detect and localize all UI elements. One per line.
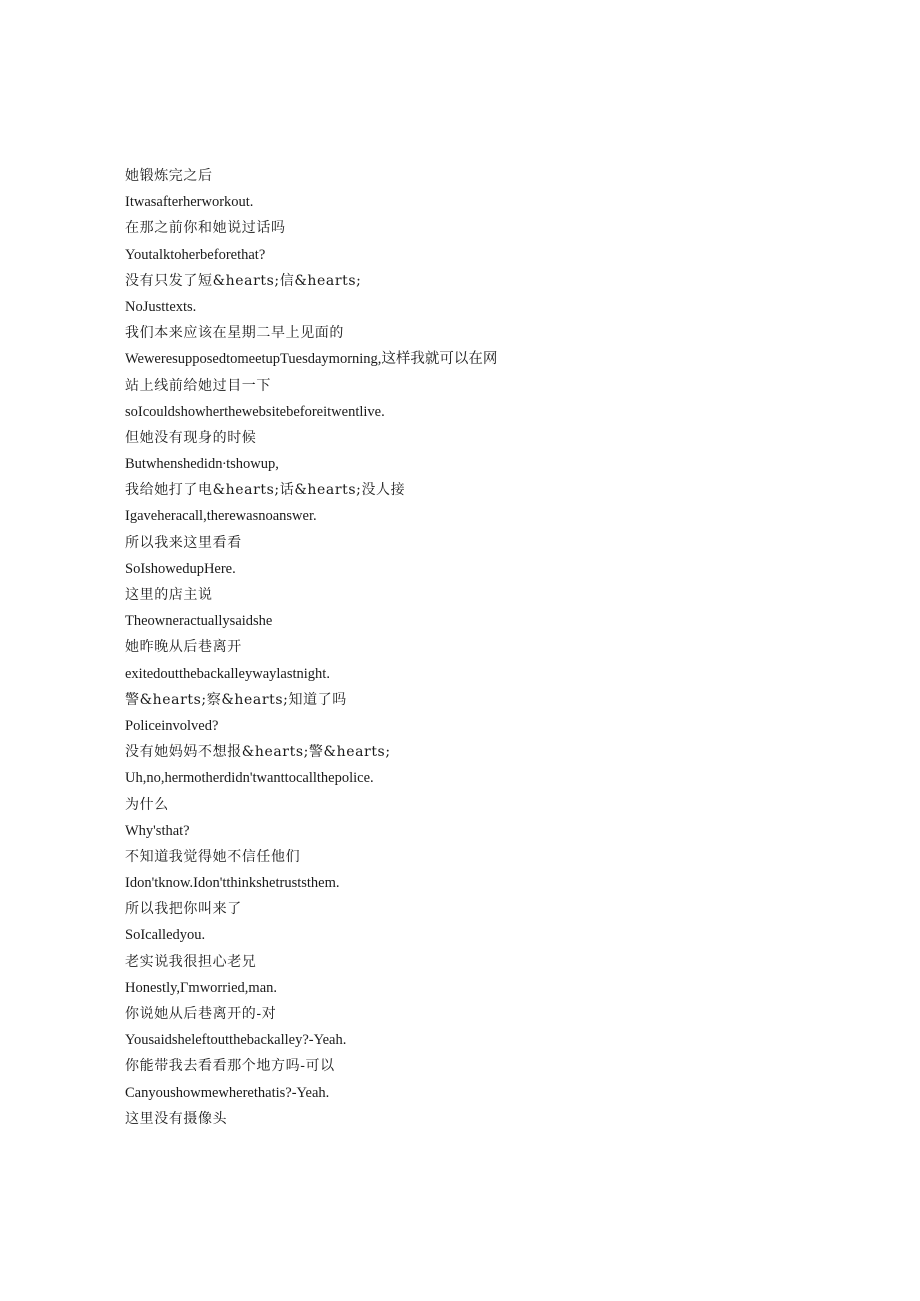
transcript-line-en: Yousaidsheleftoutthebackalley?-Yeah. [125, 1032, 347, 1049]
transcript-line-en: Honestly,Γmworried,man. [125, 979, 278, 996]
transcript-line-zh: 你能带我去看看那个地方吗-可以 [125, 1058, 335, 1075]
transcript-line-en: Why'sthat? [125, 822, 190, 839]
transcript-line-zh: 但她没有现身的时候 [125, 429, 257, 446]
transcript-line-en: Theowneractuallysaidshe [125, 613, 273, 630]
transcript-line-en: Uh,no,hermotherdidn'twanttocallthepolice. [125, 770, 374, 787]
transcript-line-en: WeweresupposedtomeetupTuesdaymorning,这样我就可以在网 [125, 351, 498, 368]
transcript-line-zh: 这里的店主说 [125, 587, 213, 603]
transcript-line-en: Itwasafterherworkout. [125, 194, 254, 211]
transcript-line-en: Policeinvolved? [125, 717, 219, 734]
transcript-line-zh: 所以我把你叫来了 [125, 901, 242, 918]
transcript-line-zh: 她昨晚从后巷离开 [125, 639, 242, 656]
transcript-line-en: Butwhenshedidn∙tshowup, [125, 456, 279, 473]
transcript-line-zh: 没有她妈妈不想报&hearts;警&hearts; [125, 744, 391, 761]
transcript-line-zh: 在那之前你和她说过话吗 [125, 220, 286, 237]
transcript-line-zh: 不知道我觉得她不信任他们 [125, 848, 301, 865]
transcript-line-zh: 我给她打了电&hearts;话&hearts;没人接 [125, 482, 406, 499]
subtitle-transcript [125, 163, 825, 1132]
transcript-line-en: Igaveheracall,therewasnoanswer. [125, 508, 317, 525]
transcript-line-zh: 所以我来这里看看 [125, 534, 242, 551]
transcript-line-en: exitedoutthebackalleywaylastnight. [125, 665, 330, 682]
transcript-line-en: SoIshowedupHere. [125, 560, 236, 577]
transcript-line-zh: 站上线前给她过目一下 [125, 377, 271, 394]
transcript-line-zh: 我们本来应该在星期二早上见面的 [125, 325, 344, 342]
transcript-line-en: Youtalktoherbeforethat? [125, 246, 266, 263]
transcript-line-zh: 老实说我很担心老兄 [125, 953, 257, 970]
transcript-line-en: NoJusttexts. [125, 298, 197, 315]
transcript-line-en: SoIcalledyou. [125, 927, 206, 944]
transcript-line-zh: 没有只发了短&hearts;信&hearts; [125, 272, 362, 289]
transcript-line-en: Idon'tknow.Idon'tthinkshetruststhem. [125, 875, 340, 892]
transcript-line-en: soIcouldshowherthewebsitebeforeitwentlive. [125, 403, 385, 420]
transcript-line-en: Canyoushowmewherethatis?-Yeah. [125, 1084, 330, 1101]
transcript-line-zh: 这里没有摄像头 [125, 1110, 228, 1127]
transcript-line-zh: 她锻炼完之后 [125, 168, 213, 184]
transcript-line-zh: 警&hearts;察&hearts;知道了吗 [125, 691, 347, 708]
transcript-line-zh: 你说她从后巷离开的-对 [125, 1006, 277, 1022]
transcript-line-zh: 为什么 [125, 796, 169, 813]
